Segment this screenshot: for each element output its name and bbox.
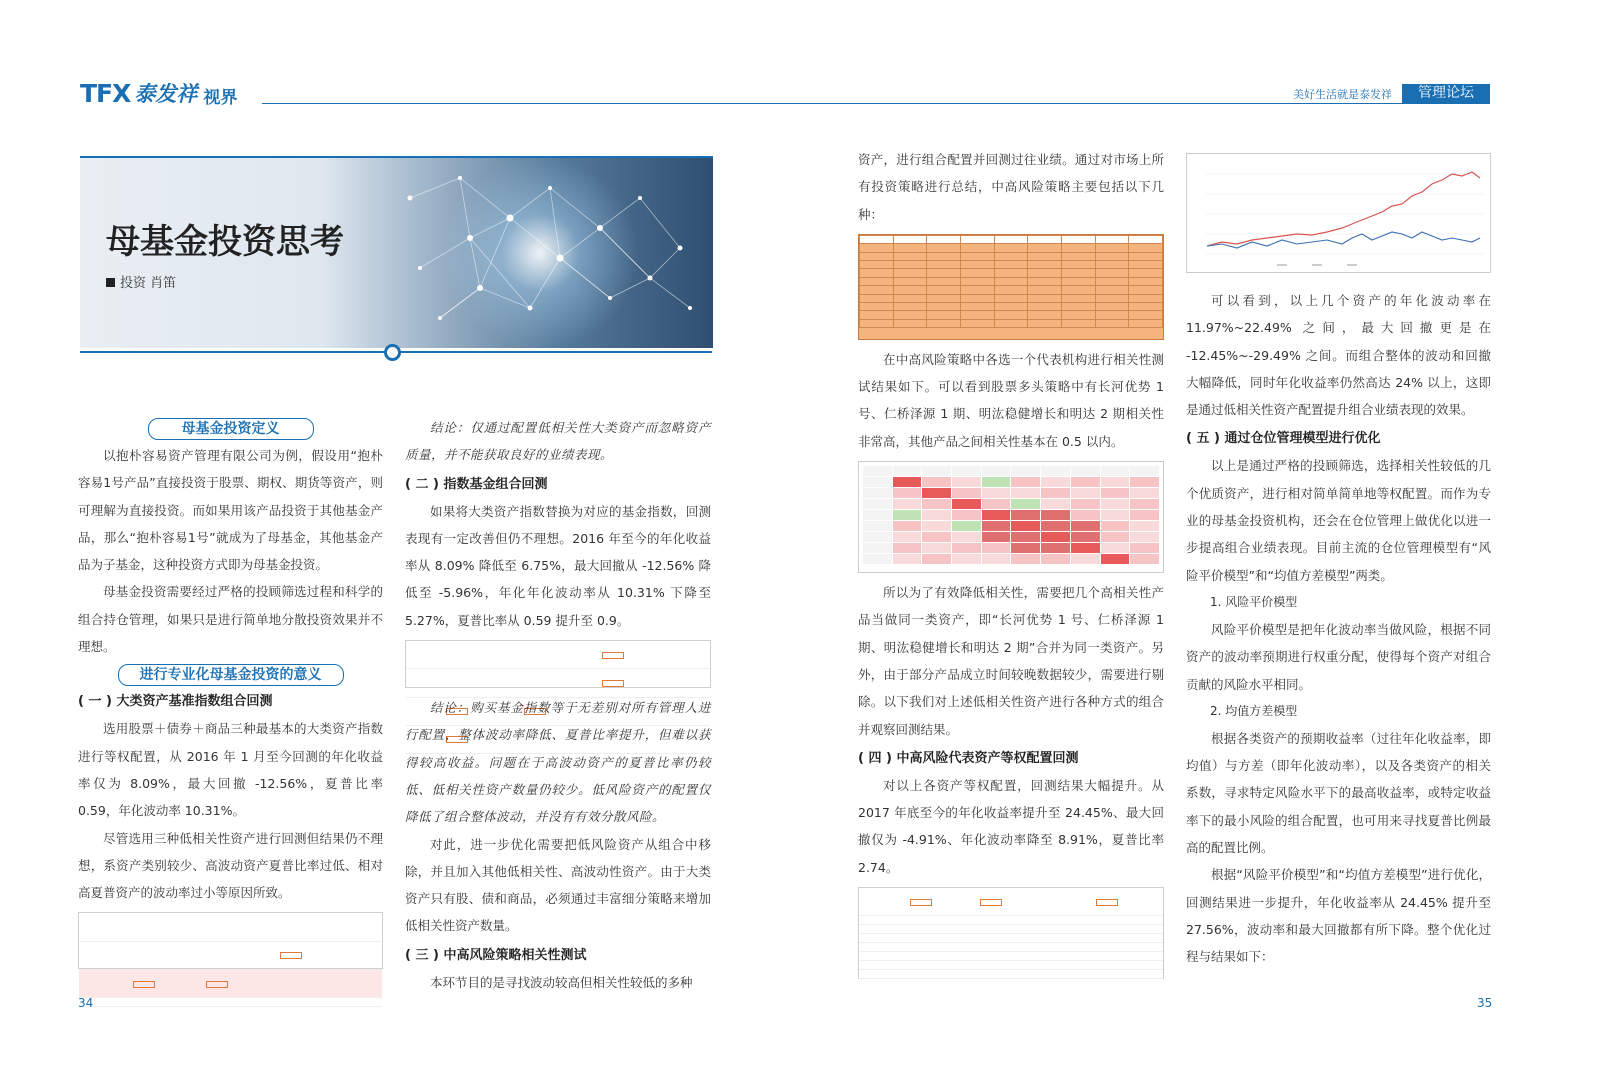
logo-tfx: TFX	[80, 79, 131, 108]
series-line-red	[1207, 172, 1480, 246]
column-2	[405, 414, 711, 996]
highlight-box	[1096, 899, 1118, 906]
subheading: ( 三 ) 中高风险策略相关性测试	[405, 947, 587, 963]
page-number-right: 35	[1477, 996, 1493, 1010]
correlation-heatmap	[858, 461, 1164, 573]
circle-marker-icon	[384, 344, 401, 361]
paragraph: 根据各类资产的预期收益率（过往年化收益率，即均值）与方差（即年化波动率），以及各类资产的相关系数，寻求特定风险水平下的最高收益率，或特定收益率下的最小风险的组合配置，也可用来寻找夏普比例最高的配置比例。	[1186, 730, 1491, 856]
magazine-logo	[80, 80, 237, 108]
column-1	[78, 414, 383, 975]
paragraph: 选用股票＋债券＋商品三种最基本的大类资产指数进行等权配置，从 2016 年 1 月至今回测的年化收益率仅为 8.09%，最大回撤 -12.56%，夏普比率 0.59，年化波动率 10.31%。	[78, 721, 383, 819]
backtest-table-1	[78, 912, 383, 969]
section-tab: 管理论坛	[1402, 84, 1490, 103]
paragraph: 母基金投资需要经过严格的投顾筛选过程和科学的组合持仓管理，如果只是进行简单地分散投资效果并不理想。	[78, 584, 383, 655]
paragraph: 以抱朴容易资产管理有限公司为例，假设用“抱朴容易1号产品”直接投资于股票、期权、期货等资产，则可理解为直接投资。而如果用该产品投资于其他基金产品，那么“抱朴容易1号”就成为了母基金，其他基金产品为子基金，这种投资方式即为母基金投资。	[78, 448, 383, 573]
subheading: ( 五 ) 通过仓位管理模型进行优化	[1186, 431, 1381, 447]
backtest-table-2	[405, 640, 711, 688]
paragraph: 本环节目的是寻找波动较高但相关性较低的多种	[430, 974, 693, 990]
paragraph: 资产，进行组合配置并回测过往业绩。通过对市场上所有投资策略进行总结，中高风险策略主要包括以下几种：	[858, 152, 1164, 222]
line-chart-svg	[1187, 154, 1490, 272]
paragraph: 如果将大类资产指数替换为对应的基金指数，回测表现有一定改善但仍不理想。2016 年至今的年化收益率从 8.09% 降低至 6.75%，最大回撤从 -12.56% 降低至 -5.96%，年化年化波动率从 10.31% 下降至 5.27%，夏普比率从 0.59 提升至 0.9。	[405, 503, 711, 628]
paragraph: 对以上各资产等权配置，回测结果大幅提升。从 2017 年底至今的年化收益率提升至 24.45%、最大回撤仅为 -4.91%、年化波动率降至 8.91%，夏普比率 2.74。	[858, 777, 1164, 875]
highlight-box	[602, 680, 624, 687]
paragraph: 对此，进一步优化需要把低风险资产从组合中移除，并且加入其他低相关性、高波动性资产。由于大类资产只有股、债和商品，必须通过丰富细分策略来增加低相关性资产数量。	[405, 836, 711, 934]
logo-brand: 泰发祥	[134, 82, 198, 106]
conclusion-text: 结论：仅通过配置低相关性大类资产而忽略资产质量，并不能获取良好的业绩表现。	[405, 420, 711, 463]
highlight-box	[206, 981, 228, 988]
square-bullet-icon	[106, 278, 115, 287]
section-pill-significance: 进行专业化母基金投资的意义	[118, 664, 344, 686]
header-slogan: 美好生活就是泰发祥	[1293, 88, 1392, 101]
paragraph: 可以看到，以上几个资产的年化波动率在 11.97%~22.49% 之间，最大回撤更是在 -12.45%~-29.49% 之间。而组合整体的波动和回撤大幅降低，同时年化收益率仍然高达 24% 以上，这即是通过低相关性资产配置提升组合业绩表现的效果。	[1186, 293, 1491, 418]
paragraph: 根据“风险平价模型”和“均值方差模型”进行优化，回测结果进一步提升，年化收益率从 24.45% 提升至 27.56%，波动率和最大回撤都有所下降。整个优化过程与结果如下：	[1186, 867, 1491, 965]
author-text: 投资 肖笛	[120, 276, 177, 291]
paragraph: 尽管选用三种低相关性资产进行回测但结果仍不理想，系资产类别较少、高波动资产夏普比率过低、相对高夏普资产的波动率过小等原因所致。	[78, 830, 383, 901]
sub-subheading: 2. 均值方差模型	[1210, 703, 1298, 718]
section-pill-definition: 母基金投资定义	[148, 418, 314, 440]
strategy-table	[858, 234, 1164, 340]
header-rule	[262, 103, 1490, 104]
highlight-box	[280, 952, 302, 959]
highlight-box	[133, 981, 155, 988]
backtest-table-3	[858, 887, 1164, 979]
subheading: ( 二 ) 指数基金组合回测	[405, 476, 548, 492]
paragraph: 以上是通过严格的投顾筛选，选择相关性较低的几个优质资产，进行相对简单简单地等权配置。而作为专业的母基金投资机构，还会在仓位管理上做优化以进一步提高组合业绩表现。目前主流的仓位管理模型有“风险平价模型”和“均值方差模型”两类。	[1186, 458, 1491, 583]
page-number-left: 34	[78, 996, 94, 1010]
highlight-box	[602, 652, 624, 659]
subheading: ( 一 ) 大类资产基准指数组合回测	[78, 694, 273, 710]
sub-subheading: 1. 风险平价模型	[1210, 594, 1298, 609]
series-line-blue	[1207, 232, 1480, 248]
article-title: 母基金投资思考	[106, 222, 344, 262]
paragraph: 在中高风险策略中各选一个代表机构进行相关性测试结果如下。可以看到股票多头策略中有长河优势 1 号、仁桥泽源 1 期、明汯稳健增长和明达 2 期相关性非常高，其他产品之间相关性基本在 0.5 以内。	[858, 351, 1164, 449]
logo-view: 视界	[203, 88, 238, 108]
backtest-line-chart	[1186, 153, 1491, 273]
highlight-box	[910, 899, 932, 906]
paragraph: 所以为了有效降低相关性，需要把几个高相关性产品当做同一类资产，即“长河优势 1 号、仁桥泽源 1 期、明汯稳健增长和明达 2 期”合并为同一类资产。另外，由于部分产品成立时间较晚数据较少，需要进行剔除。以下我们对上述低相关性资产进行各种方式的组合并观察回测结果。	[858, 585, 1164, 737]
column-3	[858, 146, 1164, 985]
subheading: ( 四 ) 中高风险代表资产等权配置回测	[858, 750, 1079, 766]
article-author	[106, 272, 176, 291]
conclusion-text: 结论：购买基金指数等于无差别对所有管理人进行配置，整体波动率降低、夏普比率提升，但难以获得较高收益。问题在于高波动资产的夏普比率仍较低、低相关性资产数量仍较少。低风险资产的配置仅降低了组合整体波动，并没有有效分散风险。	[405, 700, 711, 825]
highlight-box	[980, 899, 1002, 906]
paragraph: 风险平价模型是把年化波动率当做风险，根据不同资产的波动率预期进行权重分配，使得每个资产对组合贡献的风险水平相同。	[1186, 621, 1491, 692]
column-4	[1186, 153, 1491, 971]
